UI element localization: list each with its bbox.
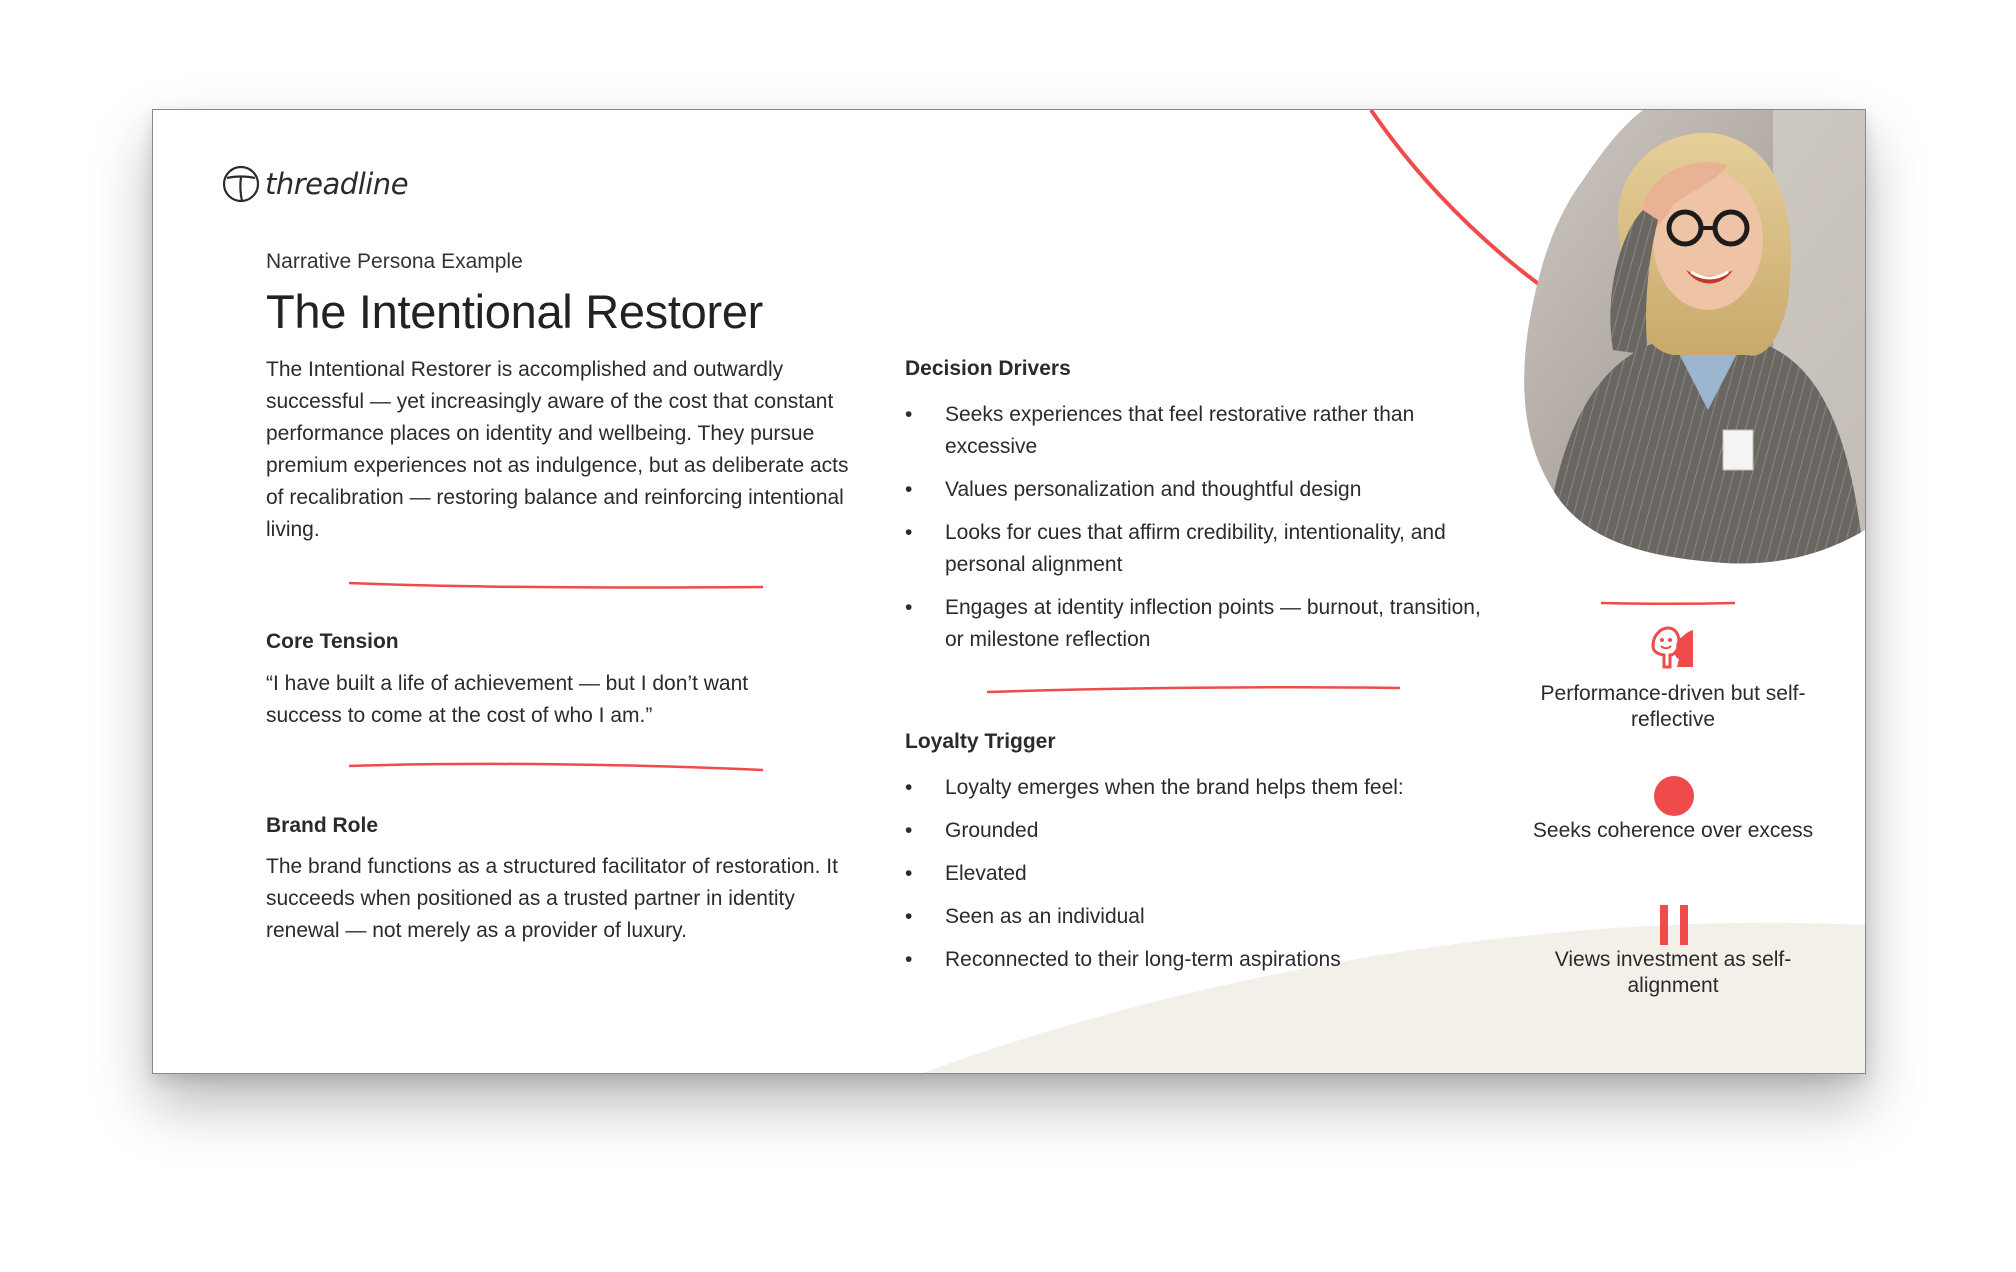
- brand-role-text: The brand functions as a structured facilitator of restoration. It succeeds when positioned as a trusted partner in identity renewal — not merely as a provider of luxury.: [266, 855, 838, 942]
- trait-label: Views investment as self-alignment: [1554, 948, 1792, 997]
- separator-line-2: [349, 764, 763, 770]
- list-item: • Seeks experiences that feel restorative rather than excessive: [905, 399, 1485, 463]
- persona-photo: [1523, 110, 1865, 570]
- trait-label: Performance-driven but self-reflective: [1540, 682, 1806, 731]
- list-item: • Elevated: [905, 858, 1485, 890]
- loyalty-trigger-list: [905, 772, 1485, 976]
- list-item: • Grounded: [905, 815, 1485, 847]
- decision-drivers-heading: Decision Drivers: [905, 357, 1071, 380]
- persona-slide: [152, 109, 1866, 1074]
- core-tension-heading: Core Tension: [266, 630, 399, 653]
- list-item: • Loyalty emerges when the brand helps them feel:: [905, 772, 1485, 804]
- eyebrow-label: Narrative Persona Example: [266, 250, 523, 273]
- separator-line-3: [987, 687, 1400, 692]
- separator-line-4: [1601, 603, 1735, 604]
- trait-label: Seeks coherence over excess: [1532, 819, 1814, 842]
- list-item: • Seen as an individual: [905, 901, 1485, 933]
- list-item: • Values personalization and thoughtful design: [905, 474, 1485, 506]
- decision-drivers-list: [905, 399, 1485, 656]
- separator-line-1: [349, 583, 763, 588]
- list-item: • Engages at identity inflection points — burnout, transition, or milestone reflection: [905, 592, 1485, 656]
- intro-paragraph: The Intentional Restorer is accomplished and outwardly successful — yet increasingly aware of the cost that constant performance places on identity and wellbeing. They pursue premium experiences not as indulgence, but as deliberate acts of recalibration — restoring balance and reinforcing intentional living.: [266, 358, 849, 541]
- brand-logo: [221, 164, 408, 204]
- list-item: • Reconnected to their long-term aspirations: [905, 944, 1485, 976]
- pause-bars-icon: [1657, 905, 1691, 945]
- threadline-logo-icon: [221, 164, 261, 204]
- logo-wordmark: threadline: [265, 167, 409, 201]
- loyalty-trigger-heading: Loyalty Trigger: [905, 730, 1056, 753]
- circle-icon: [1654, 776, 1694, 816]
- page-title: The Intentional Restorer: [266, 285, 764, 338]
- two-faces-icon: [1650, 625, 1696, 671]
- list-item: • Looks for cues that affirm credibility, intentionality, and personal alignment: [905, 517, 1485, 581]
- core-tension-quote: “I have built a life of achievement — but I don’t want success to come at the cost of who I am.”: [266, 672, 749, 727]
- brand-role-heading: Brand Role: [266, 814, 379, 837]
